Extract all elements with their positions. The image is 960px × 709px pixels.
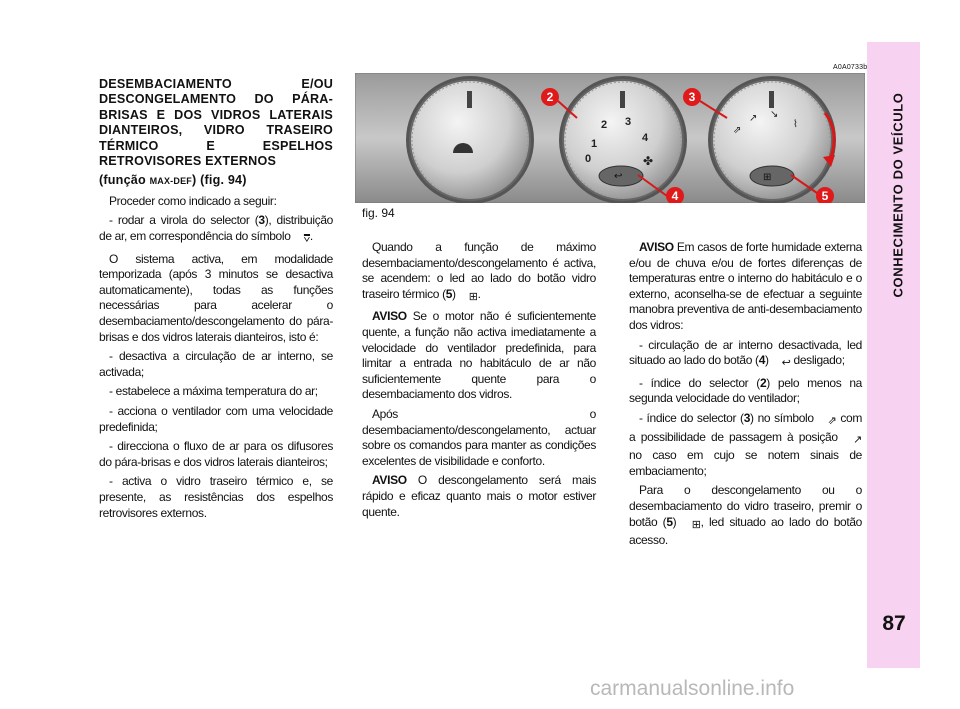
rear-window-heater-icon: ⊞: [468, 290, 478, 303]
dial-number: 3: [625, 116, 632, 128]
fan-icon: ✤: [643, 154, 654, 168]
section-title: [886, 70, 910, 320]
paragraph: - acciona o ventilador com uma velocidade predefinida;: [99, 403, 333, 434]
paragraph: Quando a função de máximo desembaciamento/descongelamento é activa, se acendem: o led ao lado do botão vidro traseiro térmico (5) ⊞.: [362, 240, 596, 305]
paragraph: AVISO Se o motor não é suficientemente quente, a função não activa imediatamente a velocidade do ventilador predefinida, para limitar a entrada no habitáculo de ar não suficientemente quente para o desembaciamento dos vidros.: [362, 309, 596, 402]
figure-code: A0A0733b: [833, 64, 868, 71]
windshield-icon: ↗: [853, 433, 862, 446]
watermark: carmanualsonline.info: [590, 677, 795, 700]
dial-number: 0: [585, 153, 592, 165]
page-number: 87: [882, 612, 906, 635]
paragraph: - índice do selector (2) pelo menos na segunda velocidade do ventilador;: [629, 375, 862, 406]
windshield-defrost-icon: ⩢: [303, 233, 310, 246]
callout-label: 2: [546, 90, 554, 104]
svg-text:⌇: ⌇: [793, 119, 798, 130]
section-subheading: (função MAX-DEF) (fig. 94): [99, 173, 247, 188]
section-title-text: CONHECIMENTO DO VEÍCULO: [890, 92, 906, 298]
paragraph: AVISO Em casos de forte humidade externa e/ou de chuva e/ou de fortes diferenças de temperaturas entre o interno do habitáculo e o externo, aconselha-se de efectuar a seguinte manobra preventiva de anti-desembaciamento dos vidros:: [629, 240, 862, 332]
paragraph: - estabelece a máxima temperatura do ar;: [109, 384, 318, 399]
paragraph: Para o descongelamento ou o desembaciamento do vidro traseiro, premir o botão (5) ⊞, led situado ao lado do botão acesso.: [629, 483, 863, 548]
recirculation-icon: ↩: [781, 357, 791, 370]
svg-text:↘: ↘: [770, 109, 779, 120]
rear-window-heater-button[interactable]: [750, 166, 794, 186]
paragraph: - rodar a virola do selector (3), distribuição de ar, em correspondência do símbolo ⩢.: [99, 213, 333, 247]
paragraph: Proceder como indicado a seguir:: [109, 193, 277, 208]
recirculation-icon: ↩: [614, 171, 623, 182]
column-2: [362, 240, 596, 524]
rear-window-heater-icon: ⊞: [763, 172, 772, 183]
callout-label: 5: [821, 189, 829, 203]
dial-number: 2: [601, 119, 608, 131]
paragraph: O sistema activa, em modalidade temporizada (após 3 minutos se desactiva automaticamente), todas as funções necessárias para acelerar o desembaciamento/descongelamento do pára-brisas e dos vidros laterais dianteiros, isto é:: [99, 251, 333, 344]
figure-caption: fig. 94: [362, 206, 395, 220]
rear-window-heater-icon: ⊞: [691, 518, 701, 531]
paragraph: AVISO O descongelamento será mais rápido e eficaz quanto mais o motor estiver quente.: [362, 473, 596, 519]
floor-windshield-icon: ⇗: [827, 414, 837, 427]
climate-control-figure: [355, 73, 865, 203]
svg-text:⇗: ⇗: [733, 125, 742, 136]
callout-label: 4: [671, 189, 679, 203]
paragraph: - direcciona o fluxo de ar para os difusores do pára-brisas e dos vidros laterais dianteiros;: [99, 439, 333, 469]
section-heading: DESEMBACIAMENTO E/OU DESCONGELAMENTO DO PÁRA-BRISAS E DOS VIDROS LATERAIS DIANTEIROS, VIDRO TRASEIRO TÉRMICO E ESPELHOS RETROVISORES EXTERNOS: [99, 77, 333, 169]
paragraph: - índice do selector (3) no símbolo ⇗ com a possibilidade de passagem à posição ↗ no caso em cujo se notem sinais de embaciamento;: [629, 410, 862, 478]
paragraph: - desactiva a circulação de ar interno, se activada;: [99, 349, 333, 379]
callout-label: 3: [688, 90, 696, 104]
temperature-knob[interactable]: [406, 76, 534, 203]
paragraph: - activa o vidro traseiro térmico e, se presente, as resistências dos espelhos retrovisores externos.: [99, 474, 333, 520]
paragraph: - circulação de ar interno desactivada, led situado ao lado do botão (4) ↩ desligado;: [629, 338, 862, 372]
paragraph: Após o desembaciamento/descongelamento, actuar sobre os comandos para manter as condições excelentes de visibilidade e conforto.: [362, 406, 596, 468]
column-3: [629, 240, 862, 553]
fan-speed-knob[interactable]: [559, 76, 687, 203]
dial-number: 1: [591, 138, 598, 150]
dial-number: 4: [642, 132, 649, 144]
column-1: [99, 77, 333, 525]
svg-text:↗: ↗: [749, 113, 758, 124]
air-distribution-knob[interactable]: [708, 76, 836, 203]
